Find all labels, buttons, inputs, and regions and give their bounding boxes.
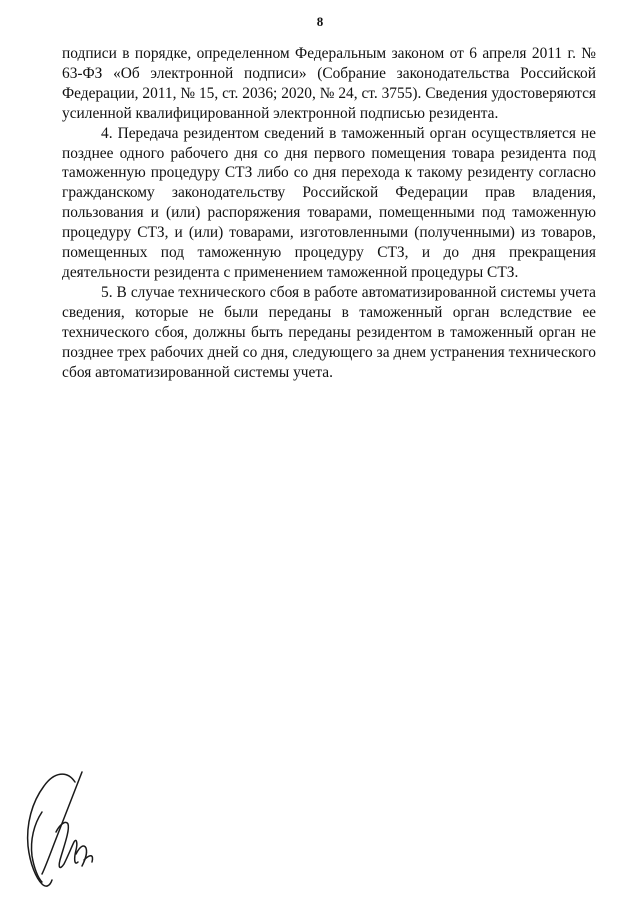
paragraph-item-5: 5. В случае технического сбоя в работе автоматизированной системы учета сведения, которые не были переданы в таможенный орган вследствие ее технического сбоя, должны быть переданы резидентом в таможенный орган не позднее трех рабочих дней со дня, следующего за днем устранения технического сбоя автоматизированной системы учета. (62, 283, 596, 381)
page-number: 8 (316, 14, 324, 29)
paragraph-item-4: 4. Передача резидентом сведений в таможенный орган осуществляется не позднее одного рабочего дня со дня первого помещения товара резидента под таможенную процедуру СТЗ либо со дня перехода к такому резиденту согласно гражданскому законодательству Российской Федерации прав владения, пользования и (или) распоряжения товарами, помещенными под таможенную процедуру СТЗ, и (или) товарами, изготовленными (полученными) из товаров, помещенных под таможенную процедуру СТЗ, и до дня прекращения деятельности резидента с применением таможенной процедуры СТЗ. (62, 124, 596, 281)
handwritten-signature-icon (12, 762, 104, 892)
document-body (62, 44, 596, 382)
paragraph-continuation: подписи в порядке, определенном Федеральным законом от 6 апреля 2011 г. № 63-ФЗ «Об электронной подписи» (Собрание законодательства Российской Федерации, 2011, № 15, ст. 2036; 2020, № 24, ст. 3755). Сведения удостоверяются усиленной квалифицированной электронной подписью резидента. (62, 45, 596, 122)
